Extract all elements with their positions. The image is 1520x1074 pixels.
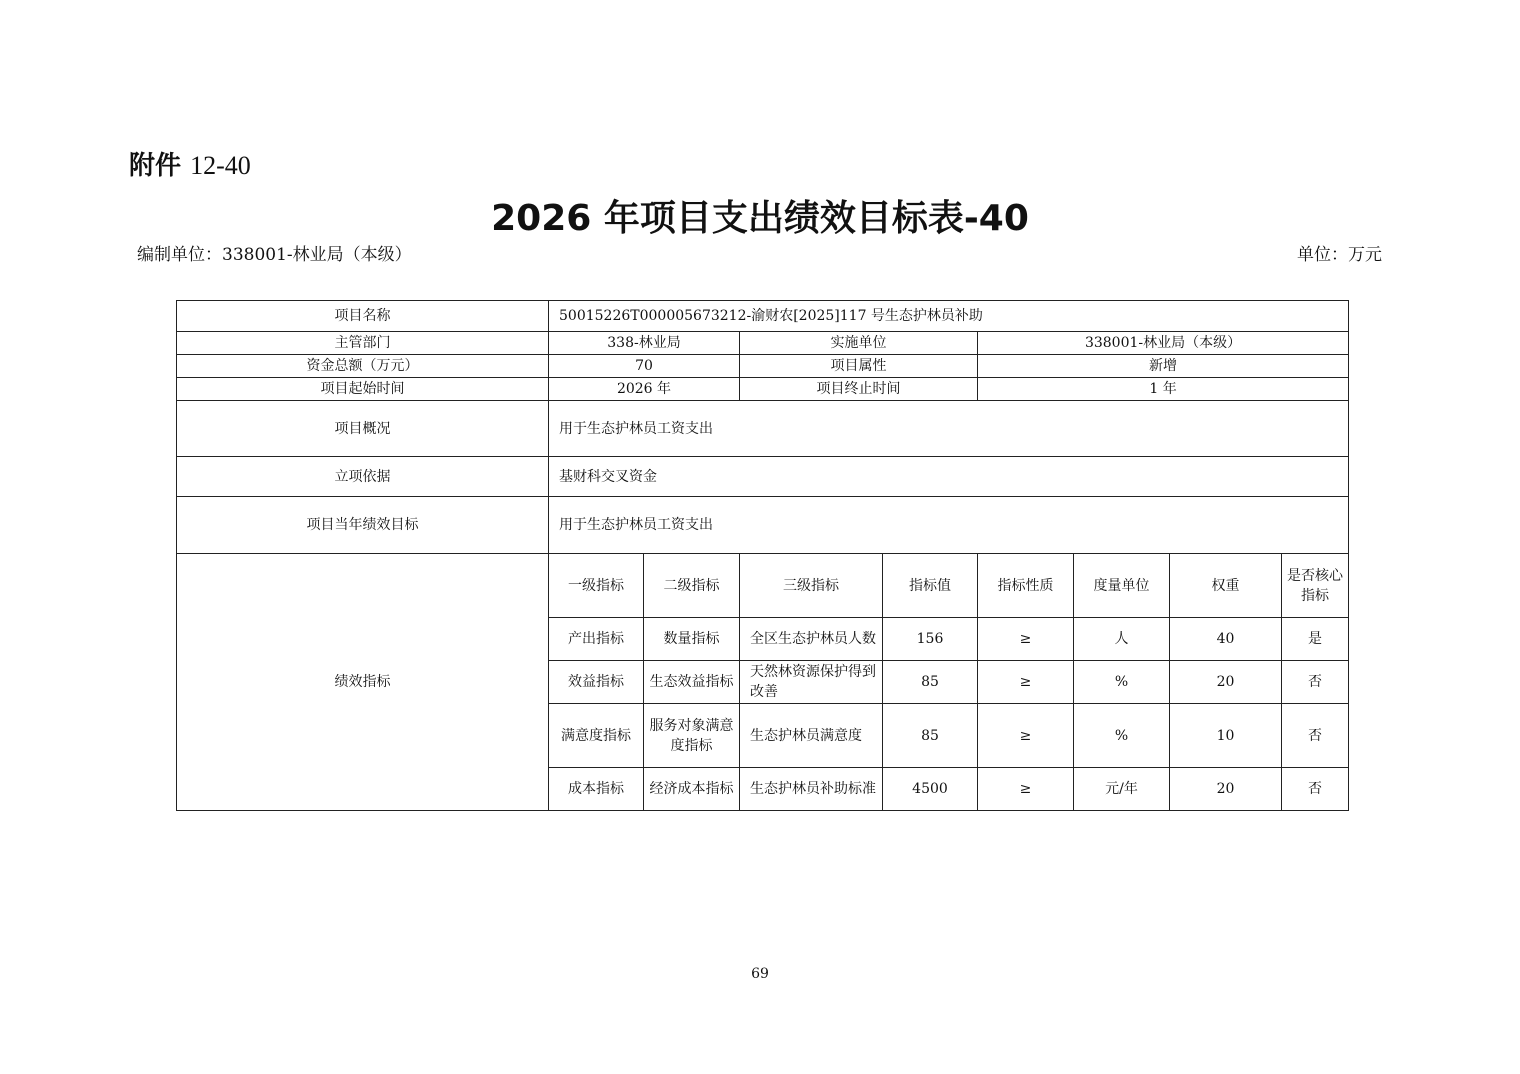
indicator-nature: ≥ (978, 704, 1074, 768)
attachment-number: 12-40 (190, 151, 251, 180)
header-level2: 二级指标 (644, 554, 740, 618)
indicator-unit: % (1074, 704, 1170, 768)
indicator-level1: 效益指标 (549, 661, 644, 704)
compile-unit: 编制单位：338001-林业局（本级） (137, 245, 412, 265)
indicator-level1: 产出指标 (549, 618, 644, 661)
indicator-level1: 成本指标 (549, 768, 644, 811)
goal-value: 用于生态护林员工资支出 (549, 497, 1349, 554)
attribute-label: 项目属性 (740, 355, 978, 378)
total-funds-value: 70 (549, 355, 740, 378)
impl-unit-label: 实施单位 (740, 332, 978, 355)
indicator-level3: 全区生态护林员人数 (740, 618, 883, 661)
indicator-core: 是 (1282, 618, 1349, 661)
indicator-level3: 生态护林员补助标准 (740, 768, 883, 811)
end-value: 1 年 (978, 378, 1349, 401)
table-row (177, 332, 1349, 355)
indicator-level2: 服务对象满意度指标 (644, 704, 740, 768)
indicator-header-row (177, 554, 1349, 618)
indicator-level2: 生态效益指标 (644, 661, 740, 704)
attachment-prefix: 附件 (129, 151, 182, 181)
header-weight: 权重 (1170, 554, 1282, 618)
table-row (177, 401, 1349, 457)
table-row (177, 355, 1349, 378)
indicator-value: 156 (883, 618, 978, 661)
indicators-section-label: 绩效指标 (177, 554, 549, 811)
indicator-level3: 生态护林员满意度 (740, 704, 883, 768)
header-unit: 度量单位 (1074, 554, 1170, 618)
header-value: 指标值 (883, 554, 978, 618)
table-row (177, 378, 1349, 401)
document-title: 2026 年项目支出绩效目标表-40 (491, 198, 1029, 239)
header-core: 是否核心指标 (1282, 554, 1349, 618)
indicator-level1: 满意度指标 (549, 704, 644, 768)
indicator-core: 否 (1282, 704, 1349, 768)
page-number: 69 (751, 966, 769, 982)
attribute-value: 新增 (978, 355, 1349, 378)
table-row (177, 301, 1349, 332)
end-label: 项目终止时间 (740, 378, 978, 401)
indicator-value: 4500 (883, 768, 978, 811)
project-name-value: 50015226T000005673212-渝财农[2025]117 号生态护林员补助 (549, 301, 1349, 332)
overview-value: 用于生态护林员工资支出 (549, 401, 1349, 457)
indicator-level2: 数量指标 (644, 618, 740, 661)
total-funds-label: 资金总额（万元） (177, 355, 549, 378)
basis-label: 立项依据 (177, 457, 549, 497)
indicator-level3: 天然林资源保护得到改善 (740, 661, 883, 704)
impl-unit-value: 338001-林业局（本级） (978, 332, 1349, 355)
indicator-weight: 40 (1170, 618, 1282, 661)
indicator-value: 85 (883, 661, 978, 704)
indicator-value: 85 (883, 704, 978, 768)
currency-unit: 单位：万元 (1297, 245, 1382, 265)
overview-label: 项目概况 (177, 401, 549, 457)
project-name-label: 项目名称 (177, 301, 549, 332)
basis-value: 基财科交叉资金 (549, 457, 1349, 497)
dept-label: 主管部门 (177, 332, 549, 355)
indicator-nature: ≥ (978, 661, 1074, 704)
indicator-core: 否 (1282, 661, 1349, 704)
indicator-core: 否 (1282, 768, 1349, 811)
indicator-weight: 10 (1170, 704, 1282, 768)
dept-value: 338-林业局 (549, 332, 740, 355)
indicator-nature: ≥ (978, 618, 1074, 661)
header-level1: 一级指标 (549, 554, 644, 618)
start-label: 项目起始时间 (177, 378, 549, 401)
performance-target-table (176, 300, 1349, 811)
goal-label: 项目当年绩效目标 (177, 497, 549, 554)
header-nature: 指标性质 (978, 554, 1074, 618)
indicator-unit: 人 (1074, 618, 1170, 661)
indicator-nature: ≥ (978, 768, 1074, 811)
table-row (177, 457, 1349, 497)
indicator-weight: 20 (1170, 661, 1282, 704)
start-value: 2026 年 (549, 378, 740, 401)
header-level3: 三级指标 (740, 554, 883, 618)
attachment-label (129, 145, 251, 182)
indicator-weight: 20 (1170, 768, 1282, 811)
table-row (177, 497, 1349, 554)
indicator-unit: 元/年 (1074, 768, 1170, 811)
indicator-unit: % (1074, 661, 1170, 704)
indicator-level2: 经济成本指标 (644, 768, 740, 811)
